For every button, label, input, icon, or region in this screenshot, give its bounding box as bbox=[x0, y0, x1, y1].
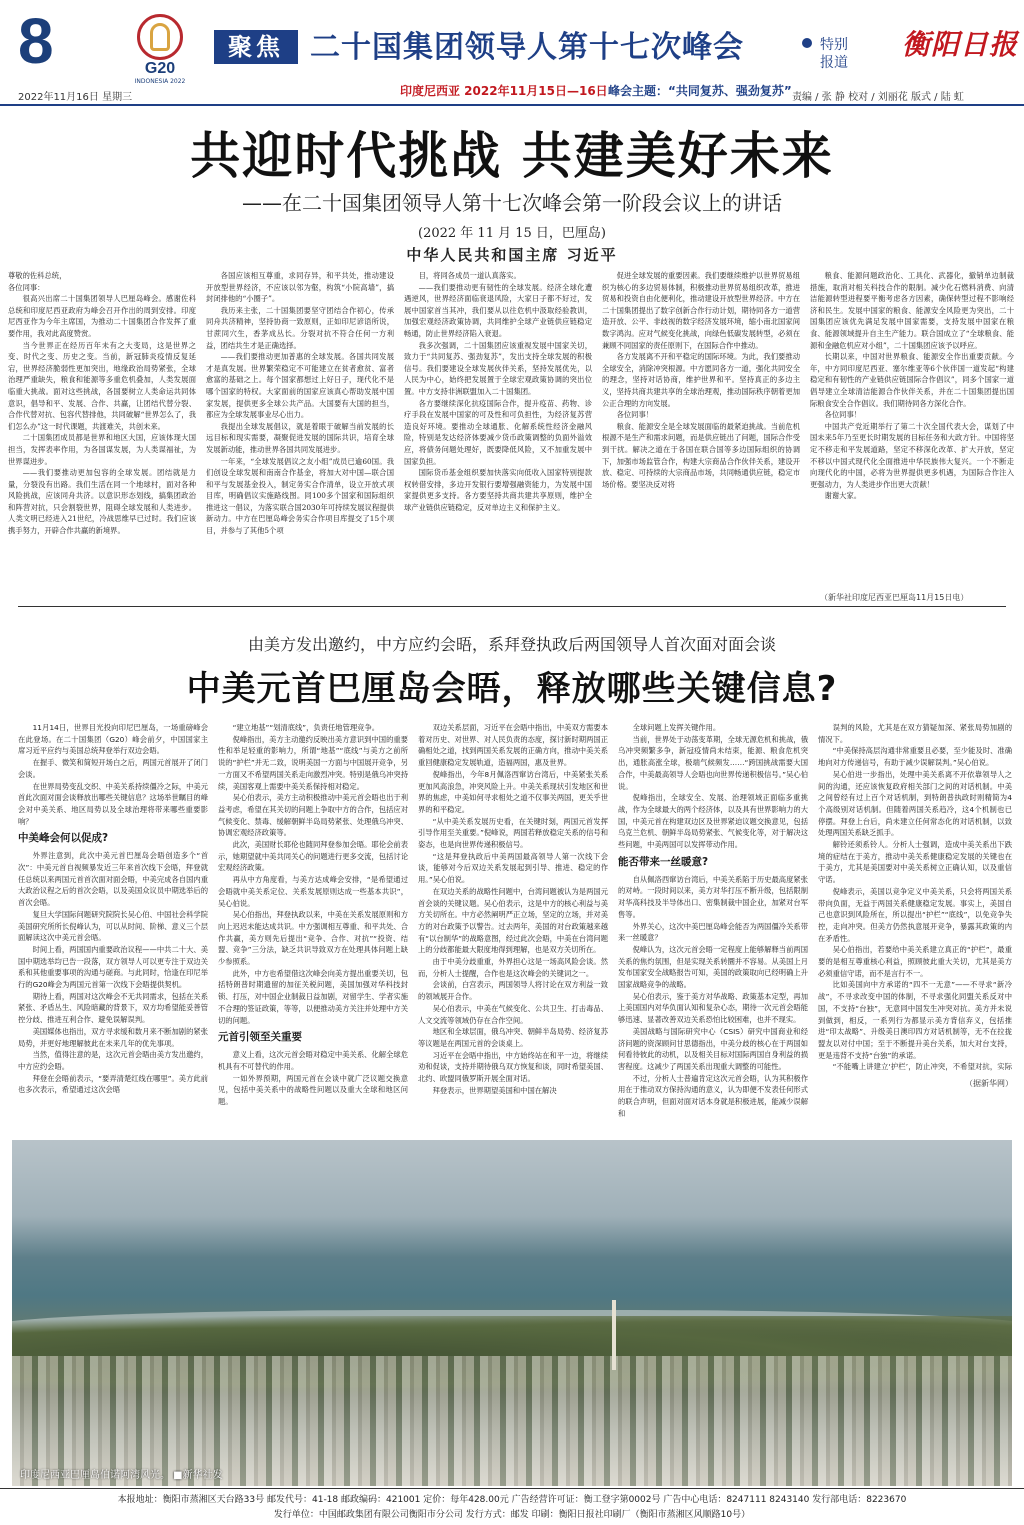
news-paragraph: 会谈前，白宫表示，两国领导人将讨论在双方利益一致的领域展开合作。 bbox=[418, 980, 608, 1002]
news-paragraph: 复旦大学国际问题研究院院长吴心伯、中国社会科学院美国研究所所长倪峰认为，可以从时间、阶梯、意义三个层面解读这次中美元首会晤。 bbox=[18, 909, 208, 943]
news-paragraph: 倪峰表示，美国以竞争定义中美关系，只会将两国关系带向负面，无益于两国关系健康稳定发展。事实上，美国自己也意识到风险所在，所以提出“护栏”“底线”，以免竞争失控，走向冲突。但美方仍然执意展开竞争，暴露其政策的内在矛盾性。 bbox=[818, 886, 1012, 943]
speech-paragraph: 各方发展离不开和平稳定的国际环境。为此，我们要推动全球安全，消除冲突根源。中方愿同各方一道，强化共同安全的理念，坚持对话协商，维护世界和平。坚持真正的多边主义，坚持共商共建共享的全球治理观，推动国际秩序朝着更加公正合理的方向发展。 bbox=[602, 352, 800, 408]
g20-logo-text: G20 bbox=[144, 60, 176, 77]
news-paragraph: 吴心伯指出，若要给中美关系建立真正的“护栏”，最重要的是相互尊重核心利益，照顾彼此重大关切，尤其是美方必须重信守诺，而不是言行不一。 bbox=[818, 945, 1012, 978]
news-column-5 bbox=[818, 722, 1012, 1074]
page-number: 8 bbox=[18, 5, 54, 77]
speech-paragraph: 尊敬的佐科总统， bbox=[8, 271, 67, 280]
news-paragraph: 不过，分析人士普遍肯定这次元首会晤，认为其积极作用在于推动双方保持沟通的意义，认为即便不发表任何形式的联合声明，但面对面对话本身就是积极进展，能减少误解和 bbox=[618, 1073, 808, 1118]
speech-paragraph: 国际货币基金组织要加快落实向低收入国家特别提款权转借安排，多边开发银行要增强融资能力，为发展中国家提供更多支持。各方要坚持共商共建共享原则，维护全球产业链供应链稳定，反对单边主义和保护主义。 bbox=[404, 468, 592, 512]
news-paragraph: 比如美国向中方承诺的“四不一无意”——不寻求“新冷战”，不寻求改变中国的体制，不寻求强化同盟关系反对中国，不支持“台独”，无意同中国发生冲突对抗。美方并未说到做到，相反，一系列行为都显示美方背信弃义，包括推进“印太战略”、升级美日澳印四方对话机制等，无不在拉拢盟友以对付中国；至于不断提升美台关系，加大对台支持，更是违背不支持“台独”的承诺。 bbox=[818, 980, 1012, 1060]
speech-paragraph: 各位同事： bbox=[8, 282, 45, 292]
speech-paragraph: 各方要继续深化抗疫国际合作，提升疫苗、药物、诊疗手段在发展中国家的可及性和可负担性，为经济复苏营造良好环境。要推动全球通胀、化解系统性经济金融风险，特别是发达经济体要减少货币政策调整的负面外溢效应，将债务问题处理好，既要降低风险，又不加重发展中国家负担。 bbox=[404, 398, 592, 466]
news-paragraph: 外界注意到，此次中美元首巴厘岛会晤创造多个“首次”：中美元首自视频暴发近三年来首次线下会晤，拜登就任总统以来两国元首首次面对面会晤，中美完成各自国内重大政治议程之后的首次会晤，以及美国众议员中期选举后的首次会晤。 bbox=[18, 851, 208, 908]
speech-dateline: （新华社印度尼西亚巴厘岛11月15日电） bbox=[820, 593, 969, 602]
speech-paragraph: 长期以来，中国对世界粮食、能源安全作出重要贡献。今年，中方同印度尼西亚、塞尔维亚等6个伙伴国一道发起“构建稳定和有韧性的产业链供应链国际合作倡议”，同多个国家一道倡导建立全球清洁能源合作伙伴关系，并在二十国集团提出国际粮食安全合作倡议。我们期待同各方深化合作。 bbox=[810, 352, 1014, 408]
news-paragraph: 拜登在会晤前表示，“要弄清楚红线在哪里”。美方此前也多次表示，希望通过这次会晤 bbox=[18, 1073, 208, 1095]
news-subheading: 能否带来一丝暖意? bbox=[618, 855, 709, 868]
news-paragraph: 倪峰指出，美方主动邀约反映出美方意识到中国的重要性和举足轻重的影响力，所谓“地基”“底线”与美方之前所说的“护栏”并无二致，说明美国一方面与中国展开竞争，另一方面又不希望两国关系走向激烈冲突。特别是俄乌冲突持续，美国客观上需要中美关系保持相对稳定。 bbox=[218, 734, 408, 791]
summit-theme: 峰会主题：“共同复苏、强劲复苏” bbox=[608, 84, 792, 98]
footer-divider bbox=[0, 1488, 1024, 1489]
speech-paragraph: 谢谢大家。 bbox=[824, 491, 862, 501]
speech-paragraph: 当今世界正在经历百年未有之大变局，这是世界之变、时代之变、历史之变。当前，新冠肺炎疫情反复延宕，世界经济脆弱性更加突出，地缘政治局势紧张，全球治理严重缺失，粮食和能源等多重危机叠加，人类发展面临重大挑战。面对这些挑战，各国要树立人类命运共同体意识，倡导和平、发展、合作、共赢，让团结代替分裂、合作代替对抗、包容代替排他，共同破解“世界怎么了，我们怎么办”这一时代课题，共渡难关，共创未来。 bbox=[8, 340, 196, 431]
news-paragraph: 习近平在会晤中指出，中方始终站在和平一边，将继续劝和促谈，支持并期待俄乌双方恢复和谈，同时希望美国、北约、欧盟同俄罗斯开展全面对话。 bbox=[418, 1050, 608, 1084]
news-paragraph: 在世界局势变乱交织、中美关系持续僵冷之际，中美元首此次面对面会谈释放出哪些关键信息？这场举世瞩目的峰会对中美关系、地区局势以及全球治理将带来哪些重要影响？ bbox=[18, 781, 208, 826]
news-paragraph: 此外，中方也希望借这次峰会向美方提出重要关切，包括特朗普时期遗留的加征关税问题，美国加强对华科技封锁、打压，对中国企业制裁日益加剧，对留学生、学者实施不合理的签证政策，等等，以便推动美方关注并处理中方关切的问题。 bbox=[218, 968, 408, 1025]
news-paragraph: 吴心伯指出，拜登执政以来，中美在关系发展原则和方向上迟迟未能达成共识。中方强调相互尊重、和平共处、合作共赢，美方则先后提出“竞争、合作、对抗”“投资、结盟、竞争”三分法，缺乏共识导致双方在处理具体问题上缺少参照系。 bbox=[218, 910, 408, 967]
news-paragraph: 吴心伯表示，美方主动积极推动中美元首会晤也出于利益考虑，希望在其关切的问题上争取中方的合作，包括应对气候变化、禁毒、缓解朝鲜半岛局势紧张、处理俄乌冲突、协调宏观经济政策等。 bbox=[218, 793, 408, 838]
news-paragraph: 自从佩洛西窜访台湾后，中美关系陷于历史最高度紧张的对峙。一段时间以来，美方对华打压不断升级，包括限制对华高科技及半导体出口、密集制裁中国企业，加紧对台军售等。 bbox=[618, 874, 808, 919]
news-paragraph: 倪峰指出，全球安全、发展、治理领域正面临多重挑战，作为全球最大的两个经济体，以及具有世界影响力的大国，中美元首在构建双边区及世界紧迫议题交换意见，包括乌克兰危机、朝鲜半岛局势紧张、气候变化等，对于解决这些问题，中美两国可以发挥带动作用。 bbox=[618, 793, 808, 850]
bali-bay-photo bbox=[12, 1140, 1012, 1486]
news-paragraph: “中美保持高层沟通非常重要且必要，至少能及时、准确地向对方传递信号，有助于减少误解误判。”吴心伯说。 bbox=[818, 746, 1012, 768]
speech-column-4 bbox=[602, 270, 800, 600]
speech-paragraph: 各位同事！ bbox=[616, 410, 654, 420]
news-paragraph: 期待上看，两国对这次峰会不无共同需求，包括在关系紧张、矛盾丛生、风险暗藏的背景下，双方均希望能妥善管控分歧、推进互利合作、避免误解误判。 bbox=[18, 991, 208, 1025]
speech-author: 中华人民共和国主席 习近平 bbox=[406, 246, 618, 264]
news-paragraph: 倪峰认为，这次元首会晤一定程度上能够解释当前两国关系的焦灼氛围，但是实现关系转圜并不容易。从美国上月发布国家安全战略报告可知，美国的政策取向已经明确上升国家战略竞争的战略。 bbox=[618, 944, 808, 990]
news-column-3 bbox=[418, 722, 608, 1134]
news-paragraph: 当然，值得注意的是，这次元首会晤由美方发出邀约，中方应约会晤。 bbox=[18, 1050, 208, 1071]
speech-paragraph: ——我们要推动更加包容的全球发展。团结就是力量，分裂没有出路。我们生活在同一个地球村，面对各种风险挑战，应该同舟共济。以意识形态划线，搞集团政治和阵营对抗，只会割裂世界，阻碍全球发展和人类进步。人类文明已经进入21世纪，冷战思维早已过时。我们应该携手努力，开辟合作共赢的新境界。 bbox=[8, 468, 196, 536]
news-paragraph: 美国媒体也指出，双方寻求缓和数月来不断加剧的紧张局势，并更好地理解彼此在未来几年的优先事项。 bbox=[18, 1026, 208, 1048]
speech-paragraph: 我多次强调，二十国集团应该重视发展中国家关切，致力于“共同复苏、强劲复苏”，发出支持全球发展的积极信号。我们要建设全球发展伙伴关系，坚持发展优先，以人民为中心，始终把发展置于全球宏观政策协调的突出位置。中方支持非洲联盟加入二十国集团。 bbox=[404, 340, 592, 396]
news-paragraph: 时间上看，两国国内重要政治议程——中共二十大、美国中期选举均已告一段落，双方领导人可以更专注于双边关系和其他重要事项的沟通与磋商。与此同时，恰逢在印尼举行的G20峰会为两国元首第一次线下会晤提供契机。 bbox=[18, 944, 208, 990]
speech-paragraph: ——我们要推动更加普惠的全球发展。各国共同发展才是真发展。世界繁荣稳定不可能建立在贫者愈贫、富者愈富的基础之上。每个国家都想过上好日子，现代化不是哪个国家的特权。大家面前的国家应该真心帮助发展中国家发展，提供更多全球公共产品。大国要有大国的担当，都应为全球发展事业尽心出力。 bbox=[206, 352, 394, 420]
article-divider bbox=[18, 606, 1006, 607]
news-paragraph: 外界关心，这次中美巴厘岛峰会能否为两国僵冷关系带来一丝暖意？ bbox=[618, 921, 808, 943]
speech-paragraph: ——我们要推动更有韧性的全球发展。经济全球化遭遇逆风，世界经济面临衰退风险，大家日子都不好过，发展中国家首当其冲，我们要从以往危机中汲取经验教训，加强宏观经济政策协调，共同维护全球产业链供应链稳定畅通，防止世界经济陷入衰退。 bbox=[404, 282, 592, 338]
speech-paragraph: 一年来，“全球发展倡议之友小组”成员已逾60国。我们创设全球发展和南南合作基金，将加大对中国—联合国和平与发展基金投入，制定务实合作清单，设立开放式项目库，明确倡议实施路线图。同100多个国家和国际组织推进这一倡议，为落实联合国2030年可持续发展议程提供新动力。中方在巴厘岛峰会务实合作项目库提交了15个项目，并参与了其他5个项 bbox=[206, 456, 394, 536]
news-paragraph: 在握手、微笑和简短开场白之后，两国元首展开了闭门会谈。 bbox=[18, 758, 208, 779]
speech-paragraph: 粮食、能源问题政治化、工具化、武器化，撤销单边制裁措施，取消对相关科技合作的限制。减少化石燃料消费、向清洁能源转型进程要平衡考虑各方因素，确保转型过程不影响经济和民生。发展中国家的粮食、能源安全风险更为突出，二十国集团应该优先满足发展中国家需要，支持发展中国家在粮食、能源领域提升自主生产能力。联合国成立了“全球粮食、能源和金融危机应对小组”，二十国集团应该予以呼应。 bbox=[810, 271, 1014, 350]
speech-column-5 bbox=[810, 270, 1014, 588]
speech-paragraph: 促进全球发展的重要因素。我们要继续维护以世界贸易组织为核心的多边贸易体制，积极推动世界贸易组织改革，推进贸易和投资自由化便利化，推动建设开放型世界经济。中方在二十国集团提出了数字创新合作行动计划，期待同各方一道营造开放、公平、非歧视的数字经济发展环境，缩小南北国家间数字鸿沟。应对气候变化挑战，向绿色低碳发展转型，必须在兼顾不同国家的责任原则下，在国际合作中推动。 bbox=[602, 271, 800, 350]
summit-title: 二十国集团领导人第十七次峰会 bbox=[310, 30, 744, 65]
g20-logo-sub: INDONESIA 2022 bbox=[134, 78, 186, 85]
news-paragraph: 再从中方角度看，与美方达成峰会安排，“是希望通过会晤就中美关系定位、关系发展原则达成一些基本共识”，吴心伯说。 bbox=[218, 875, 408, 908]
news-paragraph: 意义上看，这次元首会晤对稳定中美关系、化解全球危机具有不可替代的作用。 bbox=[218, 1050, 408, 1071]
news-paragraph: 误判的风险，尤其是在双方猜疑加深、紧张局势加剧的情况下。 bbox=[818, 723, 1012, 744]
newspaper-masthead: 衡阳日报 bbox=[902, 28, 1019, 61]
news-paragraph: 吴心伯表示，鉴于美方对华战略、政策基本定型，再加上美国国内对华负面认知和复杂心态，期待一次元首会晤能够迅速、显著改善双边关系恐怕比较困难，也并不现实。 bbox=[618, 991, 808, 1025]
news-paragraph: 11月14日，世界目光投向印尼巴厘岛，一场重磅峰会在此登场。在二十国集团（G20）峰会前夕，中国国家主席习近平应约与美国总统拜登举行双边会晤。 bbox=[18, 723, 208, 756]
bullet-dot-icon bbox=[802, 38, 812, 48]
summit-location-dates: 印度尼西亚 2022年11月15日—16日 bbox=[400, 84, 608, 98]
g20-emblem-icon bbox=[137, 14, 183, 60]
speech-subtitle: ——在二十国集团领导人第十七次峰会第一阶段会议上的讲话 bbox=[242, 191, 782, 215]
news-paragraph: 全球问题上发挥关键作用。 bbox=[632, 723, 721, 732]
footer-line-1: 本报地址：衡阳市蒸湘区天台路33号 邮发代号：41-18 邮政编码：421001 定价：每年428.00元 广告经营许可证：衡工登字第0002号 广告中心电话：8247111 8243140 发行部电话：8223670 bbox=[117, 1495, 907, 1505]
news-paragraph: 拜登表示，世界期望美国和中国在解决 bbox=[432, 1085, 557, 1095]
news-paragraph: 解铃还须系铃人。分析人士强调，造成中美关系出下跌境的症结在于美方，推动中美关系健康稳定发展的关键也在于美方，尤其是美国要对中美关系树立正确认知，以及重信守诺。 bbox=[818, 840, 1012, 885]
news-subheading: 中美峰会何以促成? bbox=[18, 832, 109, 845]
news-paragraph: 双边关系层面，习近平在会晤中指出，中美双方需要本着对历史、对世界、对人民负责的态度，探讨新时期两国正确相处之道，找到两国关系发展的正确方向，推动中美关系重回健康稳定发展轨道，造福两国，惠及世界。 bbox=[418, 723, 608, 768]
news-headline: 中美元首巴厘岛会晤，释放哪些关键信息? bbox=[186, 669, 838, 709]
footer-line-2: 发行单位：中国邮政集团有限公司衡阳市分公司 发行方式：邮发 印刷：衡阳日报社印刷厂（衡阳市蒸湘区风顺路10号） bbox=[273, 1510, 751, 1520]
photo-caption: 印度尼西亚巴厘岛伯诺阿湾风光。 ■新华社发 bbox=[20, 1470, 223, 1481]
news-paragraph: 由于中美分歧重重，外界担心这是一场高风险会谈。然而，分析人士提醒，合作也是这次峰会的关键词之一。 bbox=[418, 957, 608, 978]
speech-paragraph: 我提出全球发展倡议，就是着眼于破解当前发展的长远目标和现实需要，凝聚促进发展的国际共识，培育全球发展新动能，推动世界各国共同发展进步。 bbox=[206, 421, 394, 454]
news-column-4 bbox=[618, 722, 808, 1134]
news-column-1 bbox=[18, 722, 208, 1134]
news-paragraph: 一如外界预期，两国元首在会谈中就广泛议题交换意见，包括中美关系中的战略性问题以及重大全球和地区问题。 bbox=[218, 1073, 408, 1107]
speech-headline: 共迎时代挑战 共建美好未来 bbox=[190, 127, 834, 185]
speech-date: (2022 年 11 月 15 日，巴厘岛) bbox=[418, 226, 606, 241]
news-paragraph: 此次，美国财长耶伦也随同拜登参加会晤。耶伦会前表示，她期望就中美共同关心的问题进行更多交流，包括讨论宏观经济政策。 bbox=[218, 840, 408, 873]
news-paragraph: “从中美关系发展历史看，在关键时刻，两国元首发挥引导作用至关重要。”倪峰说，两国若释放稳定关系的信号和姿态，也是向世界传递积极信号。 bbox=[418, 816, 608, 850]
news-paragraph: 美国战略与国际研究中心（CSIS）研究中国商业和经济问题的资深顾问甘思德指出，中美分歧的核心在于两国如何看待彼此的动机，以及相关目标对国际两国自身利益的损害程度。这减少了两国关系出现重大调整的可能性。 bbox=[618, 1026, 808, 1071]
speech-column-2 bbox=[206, 270, 394, 600]
speech-paragraph: 二十国集团成员都是世界和地区大国，应该体现大国担当，发挥表率作用，为各国谋发展，为人类谋福祉，为世界谋进步。 bbox=[8, 433, 196, 466]
speech-paragraph: 各位同事！ bbox=[824, 410, 862, 420]
speech-paragraph: 粮食、能源安全是全球发展面临的最紧迫挑战。当前危机根源不是生产和需求问题，而是供应链出了问题，国际合作受到干扰。解决之道在于各国在联合国等多边国际组织的协调下，加强市场监管合作，构建大宗商品合作伙伴关系，建设开放、稳定、可持续的大宗商品市场，共同畅通供应链，稳定市场价格。要坚决反对将 bbox=[602, 421, 800, 489]
header-divider bbox=[0, 104, 1024, 106]
issue-date: 2022年11月16日 星期三 bbox=[18, 92, 133, 103]
speech-paragraph: 中国共产党近期举行了第二十次全国代表大会，谋划了中国未来5年乃至更长时期发展的目标任务和大政方针。中国将坚定不移走和平发展道路，坚定不移深化改革、扩大开放，坚定不移以中国式现代化全面推进中华民族伟大复兴。一个不断走向现代化的中国，必将为世界提供更多机遇，为国际合作注入更强动力，为人类进步作出更大贡献！ bbox=[810, 421, 1014, 489]
news-paragraph: “不能嘴上讲建立‘护栏’，防止冲突，不希望对抗，实际 bbox=[832, 1062, 1012, 1072]
news-column-2 bbox=[218, 722, 408, 1134]
news-paragraph: 倪峰指出，今年8月佩洛西窜访台湾后，中美紧张关系更加风高浪急，冲突风险上升。中美关系现状引发地区和世界的焦虑，中美如何寻求相处之道不仅事关两国，更关乎世界的和平稳定。 bbox=[418, 769, 608, 814]
speech-column-3 bbox=[404, 270, 592, 600]
news-paragraph: “建立地基”“划清底线”，负责任地管理竞争。 bbox=[232, 723, 380, 732]
speech-paragraph: 我历来主张，二十国集团要坚守团结合作初心，传承同舟共济精神，坚持协商一致原则，正如印尼谚语所说，甘蔗同穴生，香茅成丛长。分裂对抗不符合任何一方利益，团结共生才是正确选择。 bbox=[206, 305, 394, 350]
speech-paragraph: 目，将同各成员一道认真落实。 bbox=[418, 271, 521, 280]
speech-paragraph: 很高兴出席二十国集团领导人巴厘岛峰会。感谢佐科总统和印度尼西亚政府为峰会召开作出的周到安排。印度尼西亚作为今年主席国，为推动二十国集团合作发挥了重要作用，我对此高度赞赏。 bbox=[8, 294, 196, 338]
special-report-label: 特别报道 bbox=[820, 37, 848, 71]
news-kicker: 由美方发出邀约，中方应约会晤，系拜登执政后两国领导人首次面对面会谈 bbox=[247, 635, 776, 654]
news-paragraph: “这是拜登执政后中美两国最高领导人第一次线下会谈，能够对今后双边关系发展起到引导、推进、稳定的作用。”吴心伯说。 bbox=[418, 851, 608, 885]
editor-credits: 责编 / 张 静 校对 / 刘丽花 版式 / 陆 虹 bbox=[792, 92, 964, 103]
news-source: （据新华网） bbox=[965, 1079, 1013, 1088]
photo-pier bbox=[612, 1300, 616, 1370]
news-paragraph: 吴心伯表示，中美在气候变化、公共卫生、打击毒品、人文交流等领域仍存在合作空间。 bbox=[418, 1003, 608, 1025]
news-paragraph: 吴心伯进一步指出，处理中美关系离不开依靠领导人之间的沟通，还应该恢复政府相关部门之间的对话机制。中美之间曾经有过上百个对话机制，到特朗普执政时则精简为4个高级别对话机制。但随着两国关系趋冷，这4个机制也已停摆。拜登上台后，尚未建立任何常态化的对话机制，以致处理两国关系缺乏抓手。 bbox=[818, 769, 1012, 838]
speech-column-1 bbox=[8, 270, 196, 600]
news-subheading: 元首引领至关重要 bbox=[218, 1031, 302, 1044]
speech-paragraph: 各国应该相互尊重，求同存异，和平共处，推动建设开放型世界经济，不应该以邻为壑，构筑“小院高墙”，搞封闭排他的“小圈子”。 bbox=[206, 271, 394, 304]
news-paragraph: 当前，世界处于动荡变革期，全球无源危机和挑战，俄乌冲突频繁多争，新冠疫情尚未结束，能源、粮食危机突出，通胀高涨全球，极端气候频发……“跨国挑战需要大国合作，中美最高领导人会晤也向世界传递积极信号。”吴心伯说。 bbox=[618, 734, 808, 791]
news-paragraph: 在双边关系的战略性问题中，台湾问题被认为是两国元首会谈的关键议题。吴心伯表示，这是中方的核心利益与美方关切所在。中方必然阐明严正立场，坚定的立场，并对美方的对台政策予以警告。过去两年，美国的对台政策越来越有“以台制华”的战略意图，经过此次会晤，中美在台湾问题上的分歧都能最大限度地得到理解，也是双方关切所在。 bbox=[418, 886, 608, 955]
news-paragraph: 地区和全球层面，俄乌冲突、朝鲜半岛局势、经济复苏等议题是在两国元首的会谈桌上。 bbox=[418, 1027, 608, 1048]
focus-badge: 聚焦 bbox=[214, 30, 298, 64]
